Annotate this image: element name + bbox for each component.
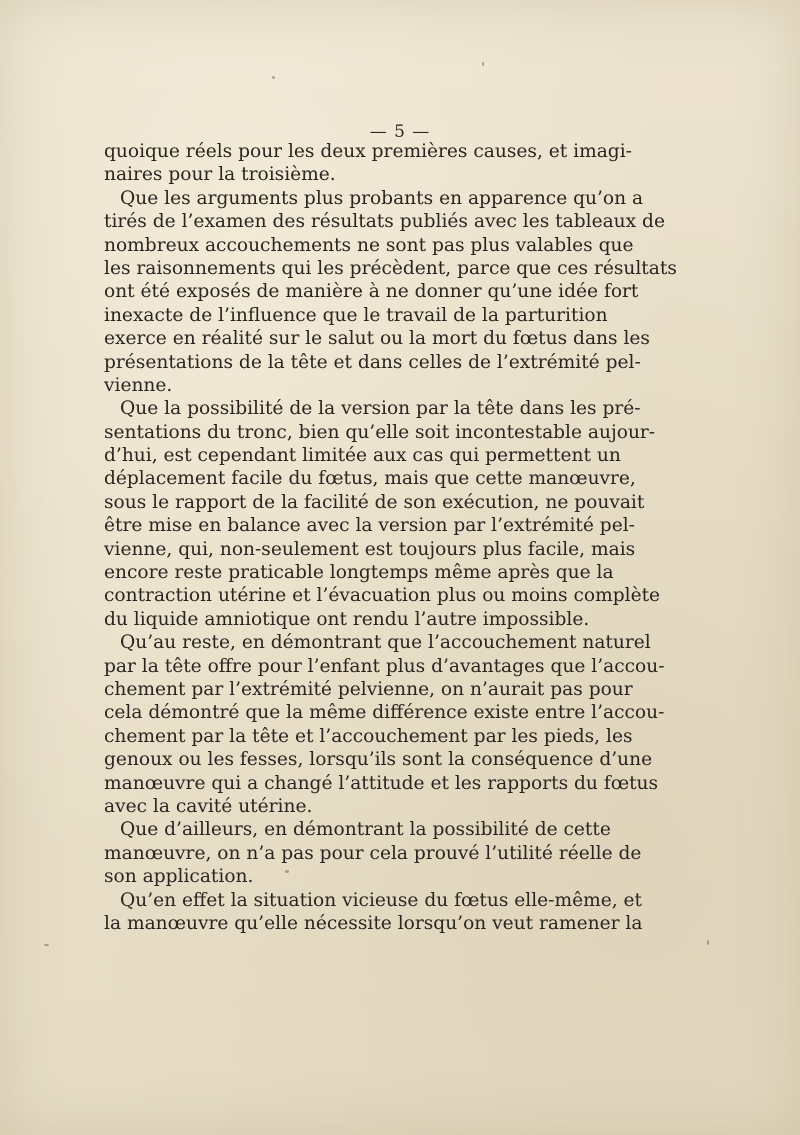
paper-speck: [482, 62, 484, 66]
text-line: être mise en balance avec la version par l’extrémité pel-: [104, 515, 635, 537]
text-line: cela démontré que la même différence existe entre l’accou-: [104, 702, 665, 724]
text-line: Qu’au reste, en démontrant que l’accouchement naturel: [120, 632, 651, 654]
text-line: la manœuvre qu’elle nécessite lorsqu’on veut ramener la: [104, 912, 643, 934]
text-line: vienne, qui, non-seulement est toujours plus facile, mais: [104, 538, 636, 560]
text-line: sous le rapport de la facilité de son exécution, ne pouvait: [104, 491, 645, 513]
text-line: Qu’en effet la situation vicieuse du fœtus elle-même, et: [120, 889, 643, 911]
text-line: chement par l’extrémité pelvienne, on n’aurait pas pour: [104, 678, 633, 700]
text-line: d’hui, est cependant limitée aux cas qui permettent un: [104, 445, 621, 467]
text-line: présentations de la tête et dans celles de l’extrémité pel-: [104, 351, 641, 373]
text-line: manœuvre qui a changé l’attitude et les rapports du fœtus: [104, 772, 659, 794]
paper-speck: [707, 940, 709, 945]
text-line: exerce en réalité sur le salut ou la mort du fœtus dans les: [104, 328, 650, 350]
text-line: ont été exposés de manière à ne donner qu’une idée fort: [104, 281, 639, 303]
text-line: nombreux accouchements ne sont pas plus valables que: [104, 234, 634, 256]
text-line: Que la possibilité de la version par la tête dans les pré-: [120, 398, 641, 420]
page-number: — 5 —: [369, 122, 431, 142]
text-line: manœuvre, on n’a pas pour cela prouvé l’utilité réelle de: [104, 842, 642, 864]
text-line: naires pour la troisième.: [104, 164, 336, 186]
text-line: vienne.: [104, 374, 173, 396]
text-line: du liquide amniotique ont rendu l’autre impossible.: [104, 608, 590, 630]
text-line: chement par la tête et l’accouchement par les pieds, les: [104, 725, 633, 747]
text-line: déplacement facile du fœtus, mais que cette manœuvre,: [104, 468, 636, 490]
text-line: genoux ou les fesses, lorsqu’ils sont la conséquence d’une: [104, 749, 653, 771]
body-text: [104, 140, 677, 935]
paper-speck: [44, 944, 49, 946]
text-line: Que d’ailleurs, en démontrant la possibilité de cette: [120, 819, 611, 841]
text-line: sentations du tronc, bien qu’elle soit incontestable aujour-: [104, 421, 656, 443]
text-line: tirés de l’examen des résultats publiés avec les tableaux de: [104, 211, 665, 233]
text-line: son application.: [104, 866, 254, 888]
text-line: les raisonnements qui les précèdent, parce que ces résultats: [104, 257, 677, 279]
text-line: par la tête offre pour l’enfant plus d’avantages que l’accou-: [104, 655, 665, 677]
text-line: quoique réels pour les deux premières causes, et imagi-: [104, 141, 632, 162]
paper-speck: [272, 76, 275, 79]
paper-speck: [285, 870, 289, 873]
text-line: Que les arguments plus probants en apparence qu’on a: [120, 187, 644, 209]
text-line: avec la cavité utérine.: [104, 795, 313, 817]
text-line: inexacte de l’influence que le travail de la parturition: [104, 304, 608, 326]
text-line: contraction utérine et l’évacuation plus ou moins complète: [104, 585, 661, 607]
text-line: encore reste praticable longtemps même après que la: [104, 562, 614, 584]
